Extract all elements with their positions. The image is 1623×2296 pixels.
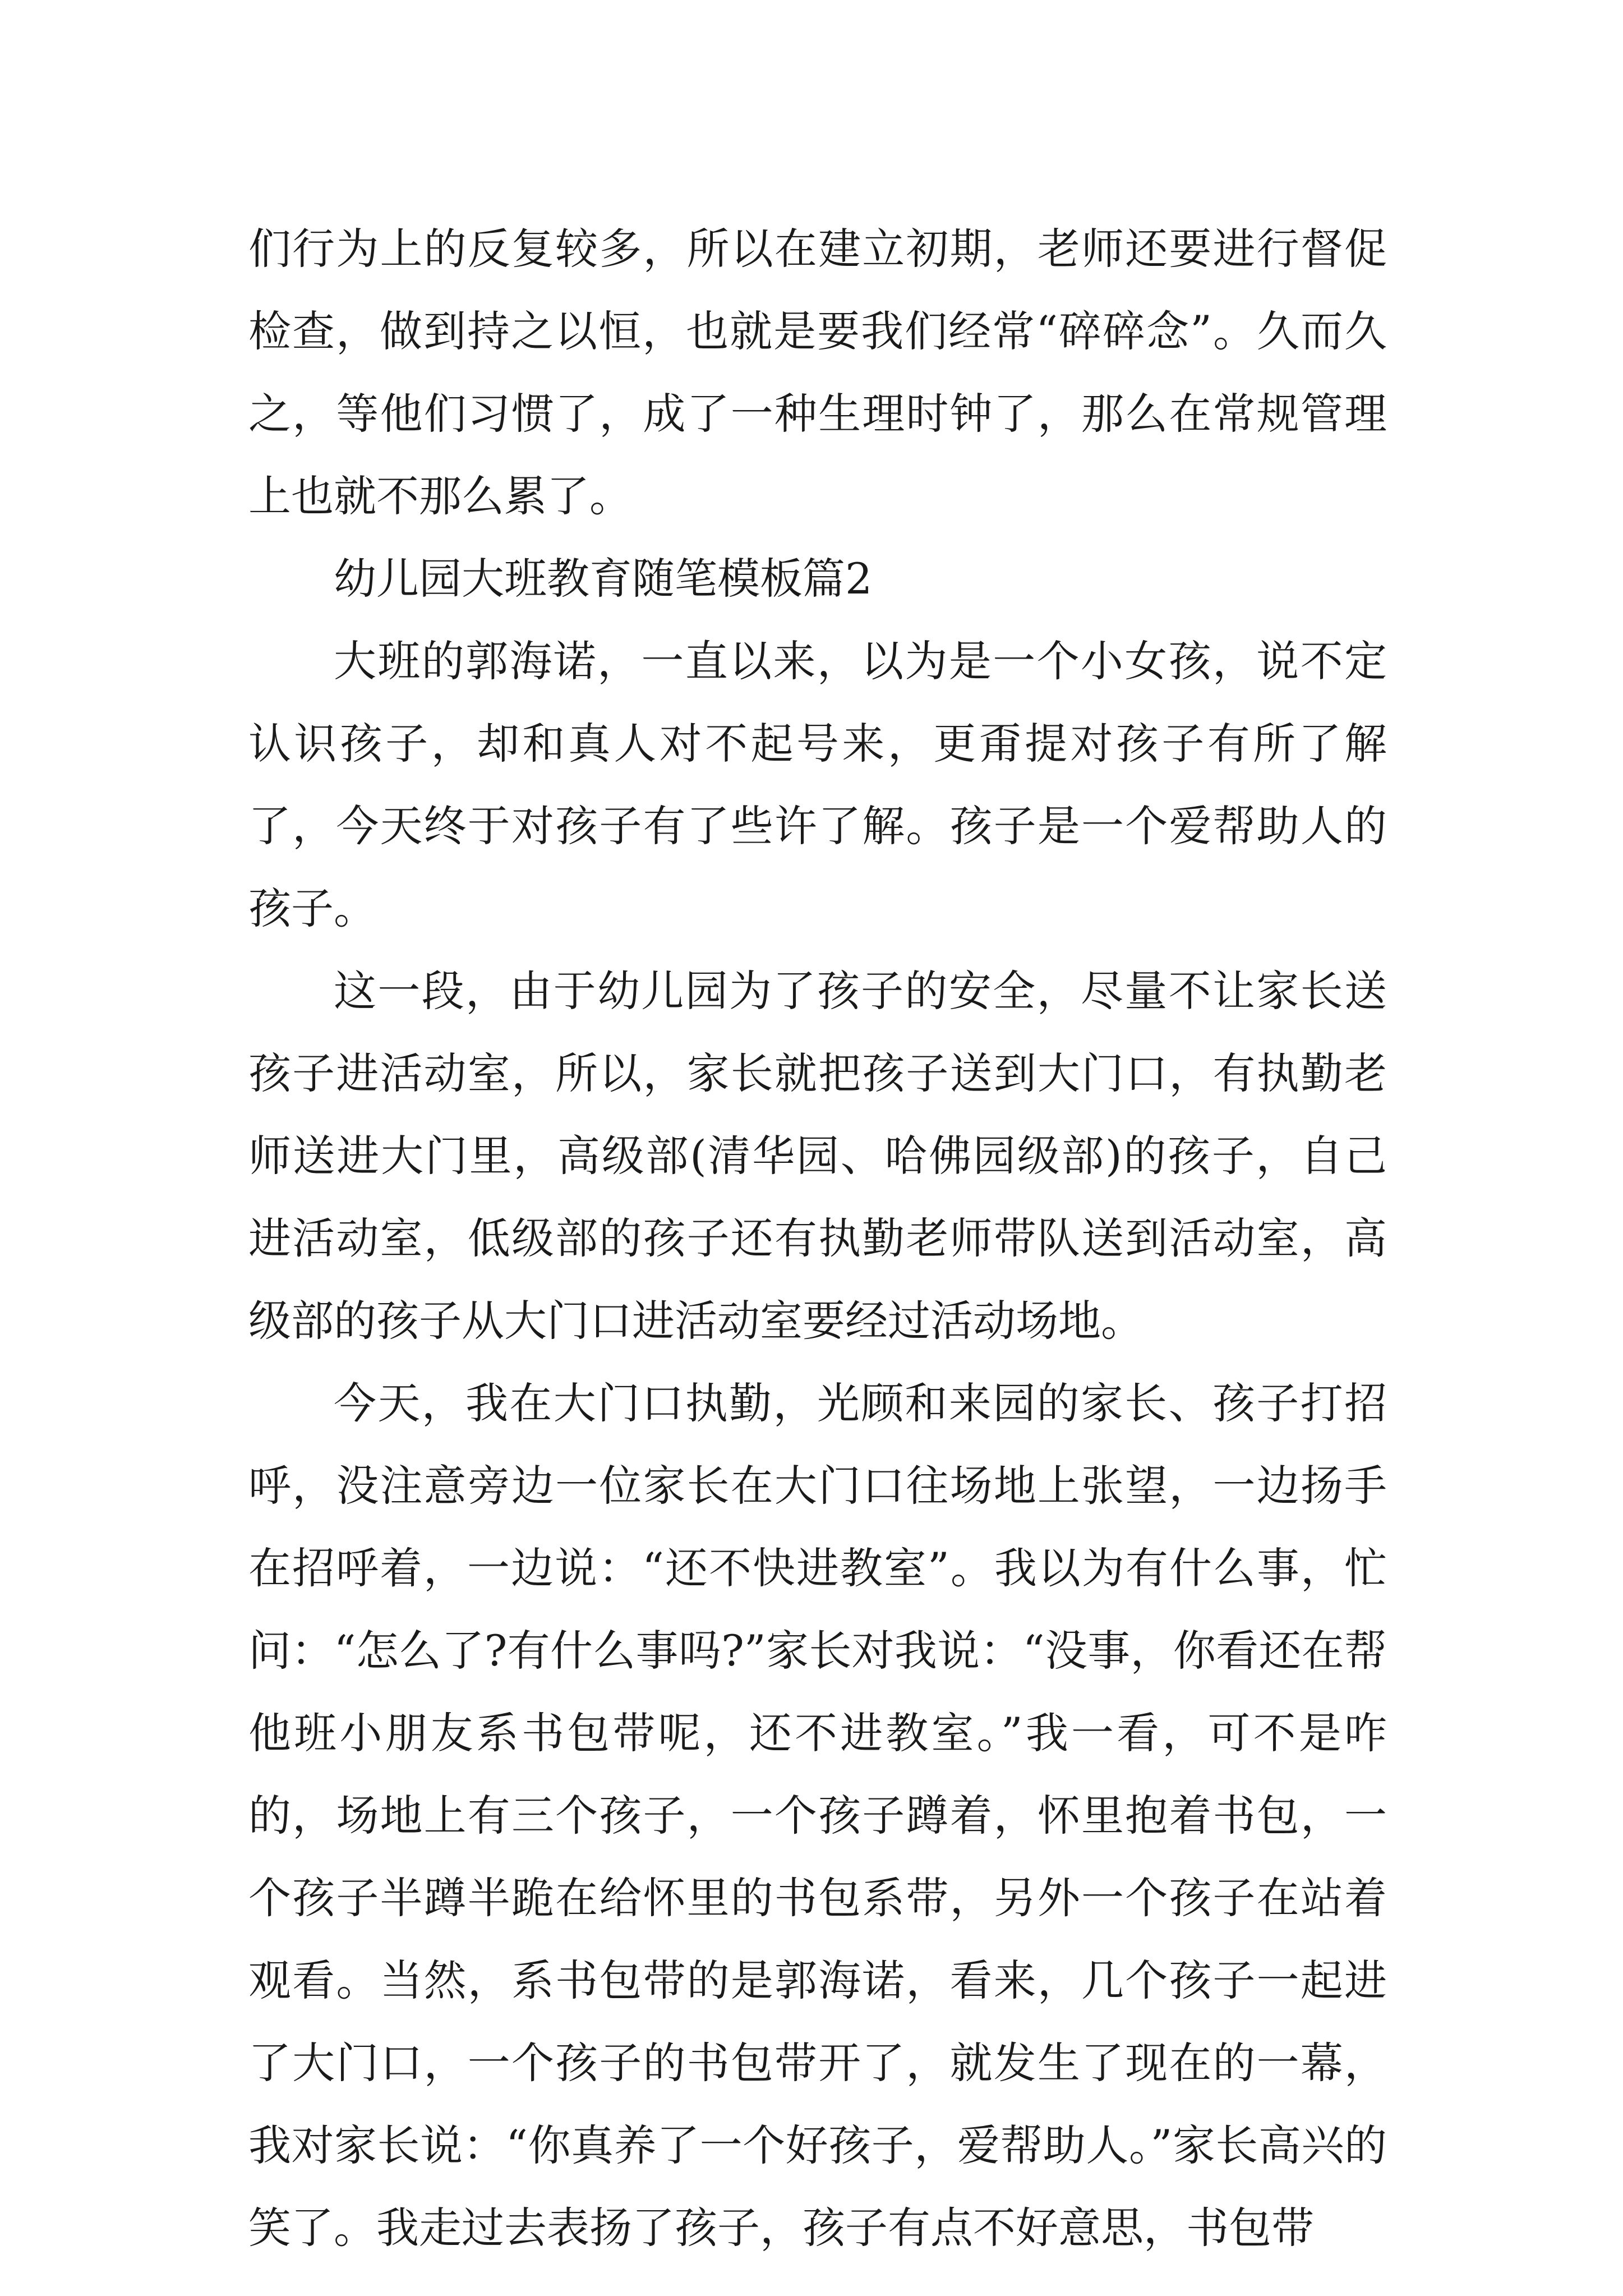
paragraph: 这一段，由于幼儿园为了孩子的安全，尽量不让家长送孩子进活动室，所以，家长就把孩子送到大门口，有执勤老师送进大门里，高级部(清华园、哈佛园级部)的孩子，自己进活动室，低级部的孩子还有执勤老师带队送到活动室，高级部的孩子从大门口进活动室要经过活动场地。 xyxy=(248,966,1387,1346)
paragraph: 大班的郭海诺，一直以来，以为是一个小女孩，说不定认识孩子，却和真人对不起号来，更甭提对孩子有所了解了，今天终于对孩子有了些许了解。孩子是一个爱帮助人的孩子。 xyxy=(248,636,1387,933)
section-heading: 幼儿园大班教育随笔模板篇2 xyxy=(334,554,873,604)
document-body xyxy=(248,208,1387,2269)
paragraph: 今天，我在大门口执勤，光顾和来园的家长、孩子打招呼，没注意旁边一位家长在大门口往场地上张望，一边扬手在招呼着，一边说：“还不快进教室”。我以为有什么事，忙问：“怎么了?有什么事吗?”家长对我说：“没事，你看还在帮他班小朋友系书包带呢，还不进教室。”我一看，可不是咋的，场地上有三个孩子，一个孩子蹲着，怀里抱着书包，一个孩子半蹲半跪在给怀里的书包系带，另外一个孩子在站着观看。当然，系书包带的是郭海诺，看来，几个孩子一起进了大门口，一个孩子的书包带开了，就发生了现在的一幕，我对家长说：“你真养了一个好孩子，爱帮助人。”家长高兴的笑了。我走过去表扬了孩子，孩子有点不好意思，书包带 xyxy=(248,1378,1387,2253)
paragraph-continuation: 们行为上的反复较多，所以在建立初期，老师还要进行督促检查，做到持之以恒，也就是要我们经常“碎碎念”。久而久之，等他们习惯了，成了一种生理时钟了，那么在常规管理上也就不那么累了。 xyxy=(248,224,1387,521)
